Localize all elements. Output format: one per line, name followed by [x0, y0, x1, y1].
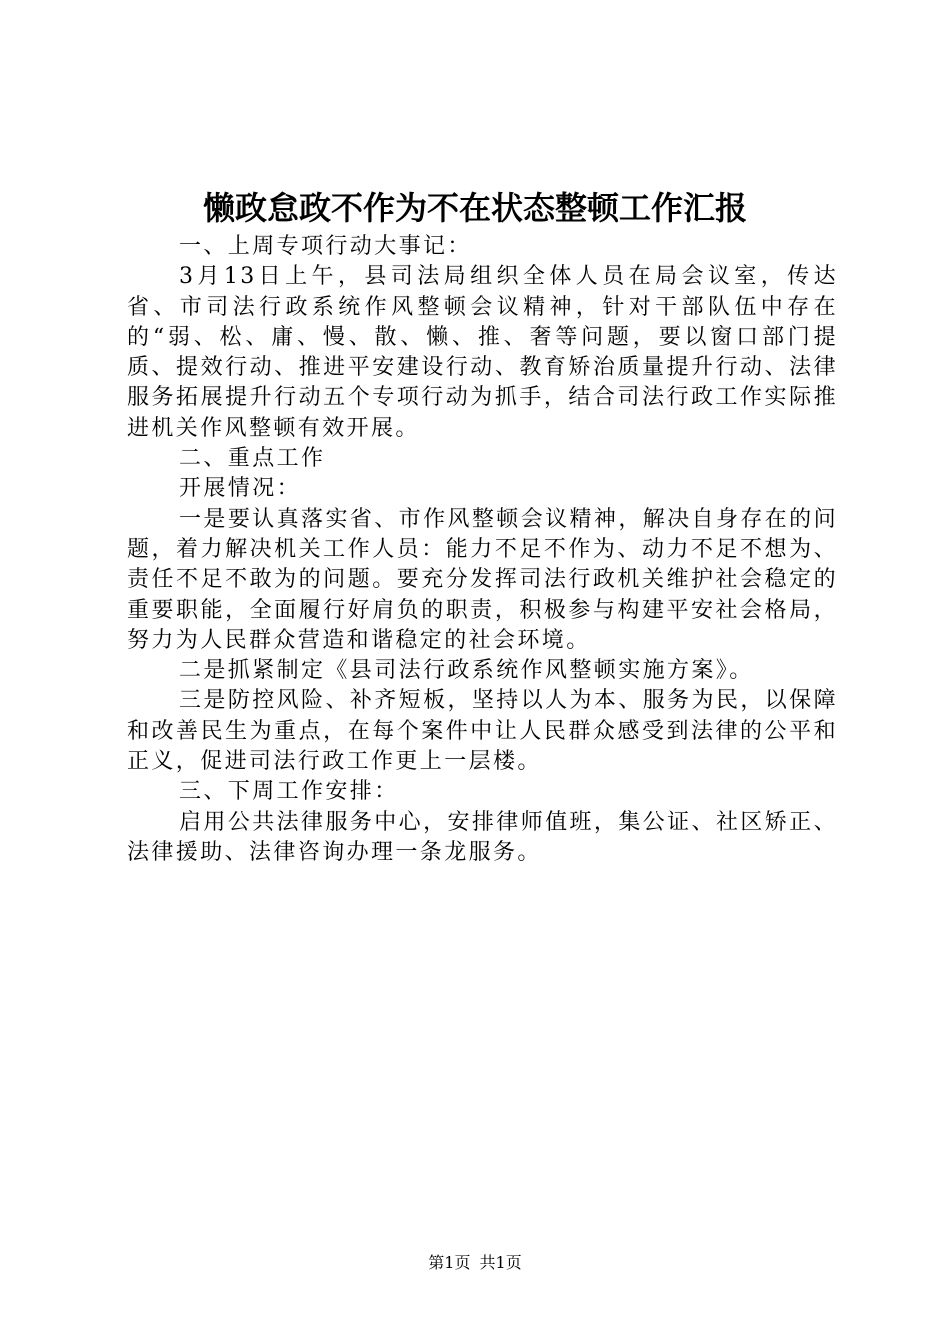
page-footer	[0, 1252, 950, 1274]
paragraph-next-week: 启用公共法律服务中心，安排律师值班，集公证、社区矫正、法律援助、法律咨询办理一条龙服务。	[127, 809, 838, 865]
section-heading-2: 二、重点工作	[179, 446, 326, 472]
paragraph-item-3: 三是防控风险、补齐短板，坚持以人为本、服务为民，以保障和改善民生为重点，在每个案件中让人民群众感受到法律的公平和正义，促进司法行政工作更上一层楼。	[127, 688, 838, 775]
document-title: 懒政怠政不作为不在状态整顿工作汇报	[202, 189, 747, 227]
document-body	[127, 232, 838, 868]
section-heading-1: 一、上周专项行动大事记：	[179, 234, 472, 259]
page-number: 第1页	[428, 1253, 471, 1272]
section-heading-3: 三、下周工作安排：	[179, 779, 399, 805]
page-total: 共1页	[479, 1253, 522, 1272]
paragraph-item-2: 二是抓紧制定《县司法行政系统作风整顿实施方案》。	[179, 658, 754, 684]
paragraph-item-1: 一是要认真落实省、市作风整顿会议精神，解决自身存在的问题，着力解决机关工作人员：能力不足不作为、动力不足不想为、责任不足不敢为的问题。要充分发挥司法行政机关维护社会稳定的重要职能，全面履行好肩负的职责，积极参与构建平安社会格局，努力为人民群众营造和谐稳定的社会环境。	[127, 506, 838, 653]
paragraph-meeting-summary: 3月13日上午，县司法局组织全体人员在局会议室，传达省、市司法行政系统作风整顿会议精神，针对干部队伍中存在的“弱、松、庸、慢、散、懒、推、奢等问题，要以窗口部门提质、提效行动、推进平安建设行动、教育矫治质量提升行动、法律服务拓展提升行动五个专项行动为抓手，结合司法行政工作实际推进机关作风整顿有效开展。	[127, 264, 838, 441]
subheading-progress: 开展情况：	[179, 476, 302, 502]
